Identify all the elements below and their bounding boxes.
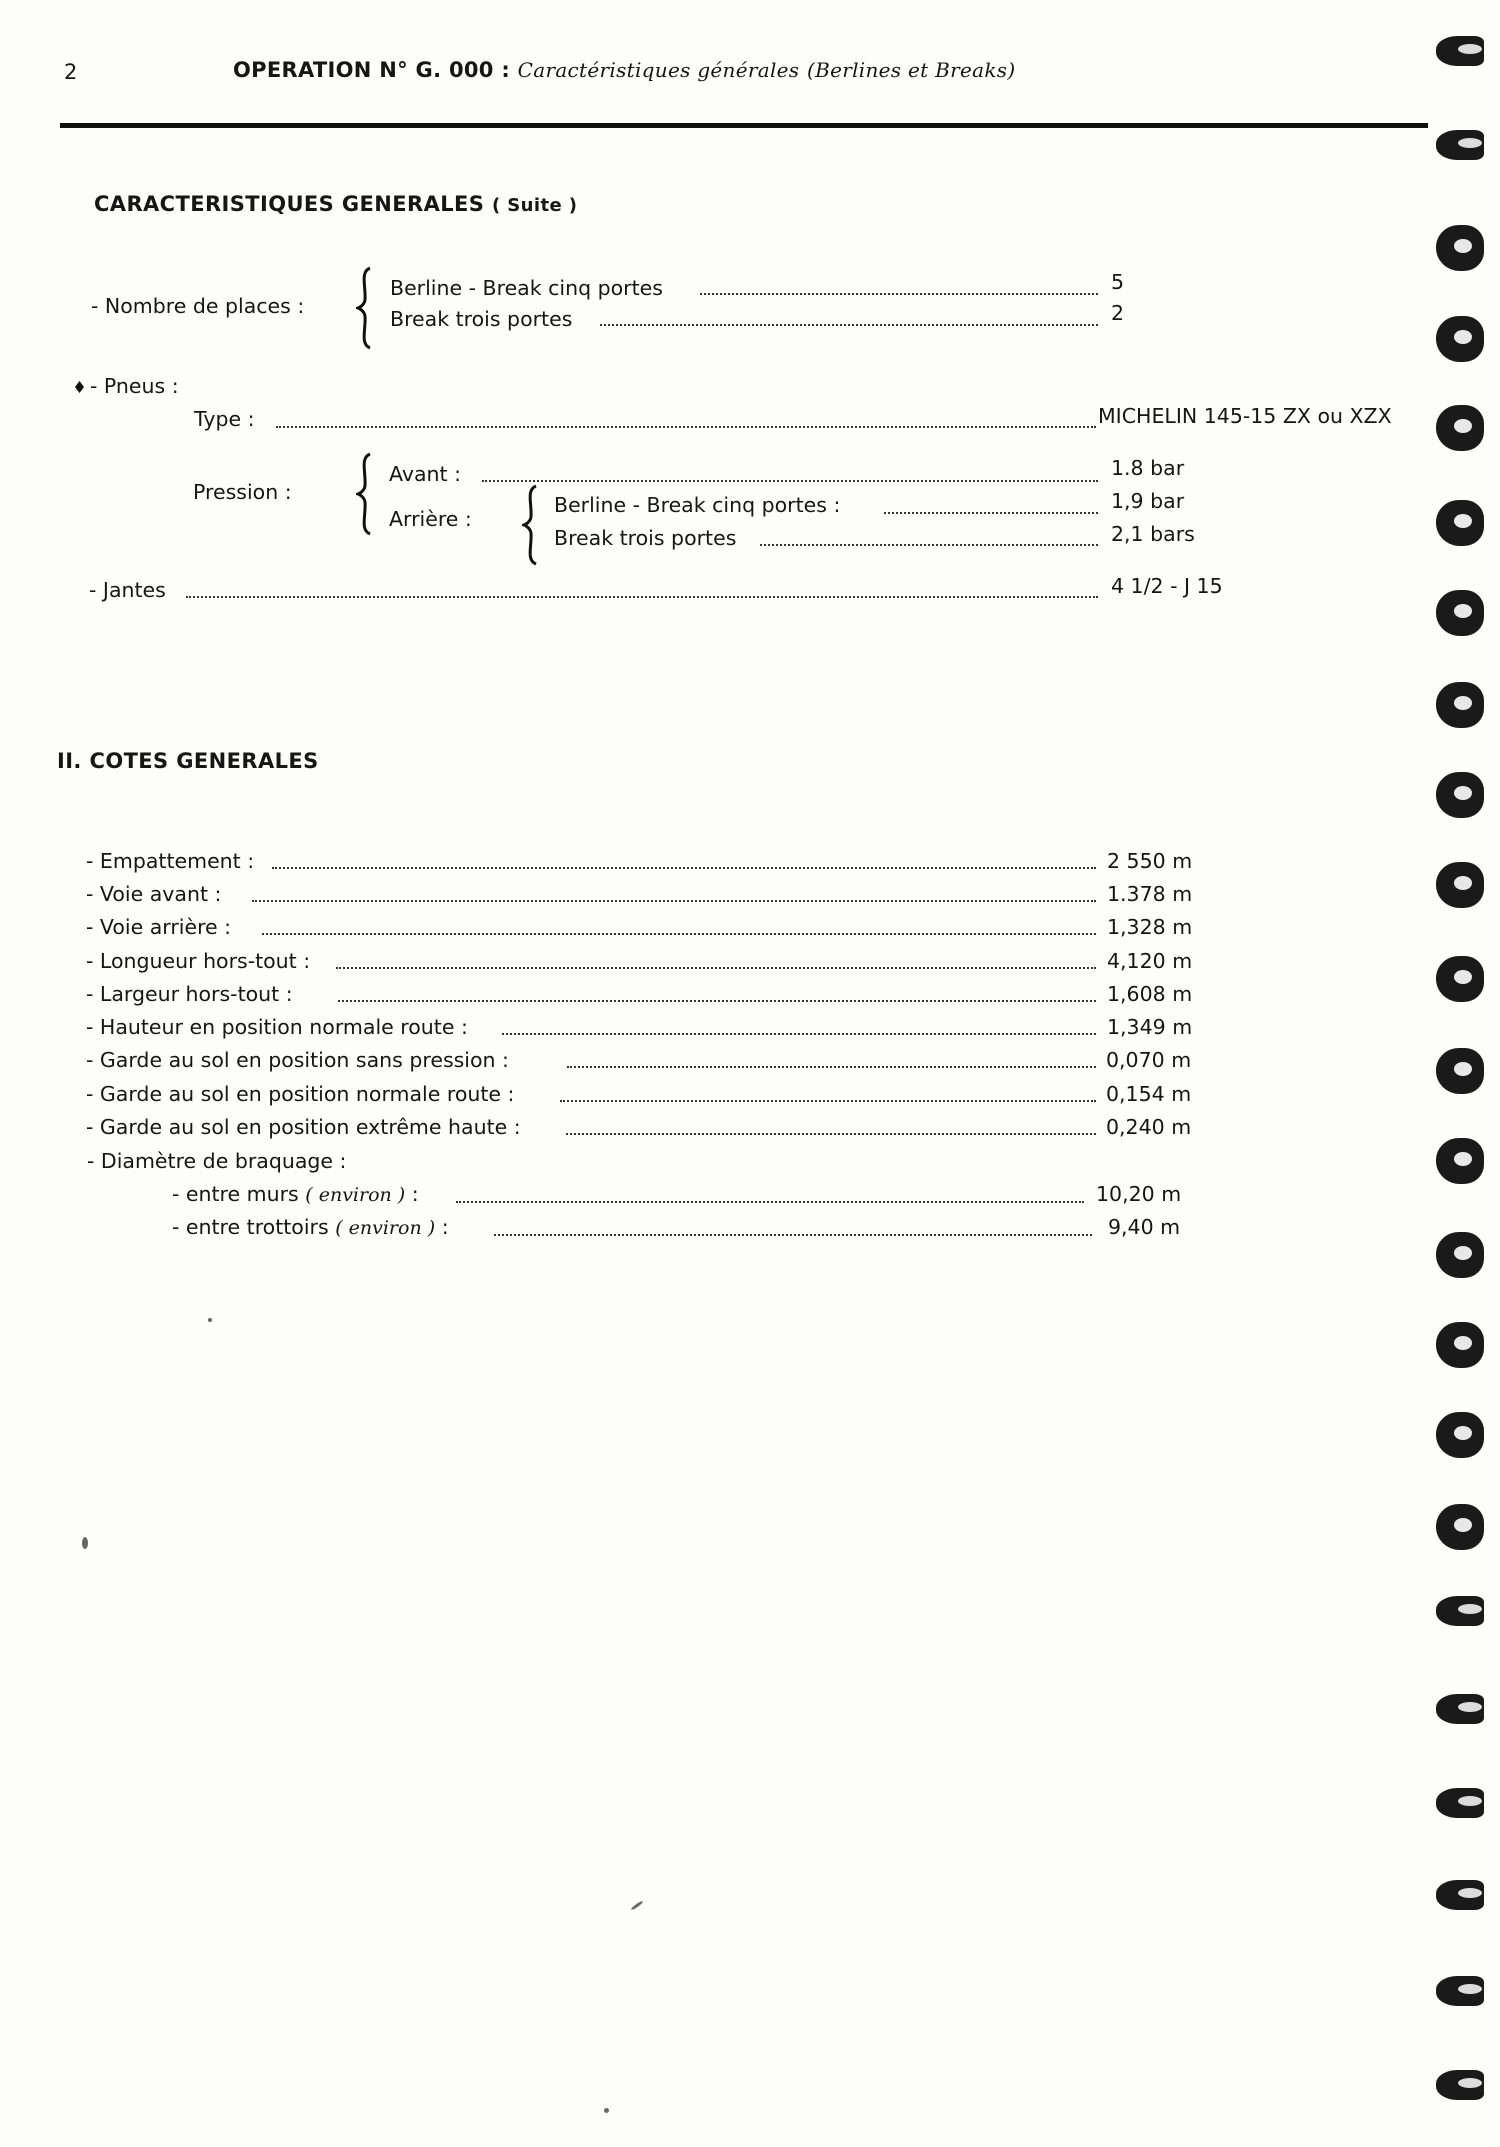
section1-title-text: CARACTERISTIQUES GENERALES	[94, 192, 485, 216]
binding-hole-center	[1458, 1702, 1482, 1712]
braquage-row-2-note: ( environ )	[335, 1217, 436, 1239]
binding-hole-center	[1458, 2078, 1482, 2088]
binding-hole-center	[1454, 1426, 1472, 1440]
binding-hole-center	[1454, 696, 1472, 710]
page-number: 2	[64, 60, 78, 84]
cote-row-9-label: - Garde au sol en position extrême haute :	[86, 1115, 521, 1139]
cote-row-8-leader	[560, 1098, 1096, 1102]
binding-hole-center	[1458, 1984, 1482, 1994]
cote-row-7-leader	[567, 1064, 1096, 1068]
binding-hole-center	[1454, 1062, 1472, 1076]
binding-hole	[1436, 956, 1484, 1002]
braquage-row-1-prefix: - entre murs	[172, 1182, 299, 1206]
binding-hole	[1436, 1504, 1484, 1550]
arriere-brace	[522, 484, 540, 566]
scan-speck	[208, 1318, 212, 1322]
section1-title-suffix: ( Suite )	[492, 195, 578, 216]
binding-hole	[1436, 130, 1484, 160]
arriere-row-2-leader	[760, 542, 1098, 546]
arriere-row-1-leader	[884, 510, 1098, 514]
braquage-row-1-value: 10,20 m	[1096, 1182, 1182, 1206]
binding-hole	[1436, 1596, 1484, 1626]
cote-row-1-value: 2 550 m	[1107, 849, 1193, 873]
binding-hole-center	[1458, 44, 1482, 54]
cote-row-1-leader	[272, 865, 1096, 869]
type-label: Type :	[194, 407, 255, 431]
binding-hole	[1436, 36, 1484, 66]
braquage-row-2-suffix: :	[441, 1215, 449, 1239]
braquage-row-2-value: 9,40 m	[1108, 1215, 1181, 1239]
cote-row-5-value: 1,608 m	[1107, 982, 1193, 1006]
jantes-label: - Jantes	[89, 578, 166, 602]
binding-hole	[1436, 1694, 1484, 1724]
braquage-row-1-leader	[456, 1199, 1084, 1203]
binding-hole	[1436, 1048, 1484, 1094]
jantes-leader	[186, 594, 1098, 598]
places-brace	[356, 266, 374, 350]
section2-title: II. COTES GENERALES	[57, 749, 319, 773]
avant-label: Avant :	[389, 462, 461, 486]
binding-hole	[1436, 1232, 1484, 1278]
arriere-row-2-value: 2,1 bars	[1111, 522, 1195, 546]
arriere-label: Arrière :	[389, 507, 472, 531]
places-row-1-label: Berline - Break cinq portes	[390, 276, 663, 300]
binding-hole-center	[1454, 1152, 1472, 1166]
cote-row-8-value: 0,154 m	[1106, 1082, 1192, 1106]
braquage-row-2-leader	[494, 1232, 1092, 1236]
binding-hole	[1436, 1412, 1484, 1458]
binding-hole	[1436, 1322, 1484, 1368]
binding-hole-center	[1458, 1604, 1482, 1614]
cote-row-7-value: 0,070 m	[1106, 1048, 1192, 1072]
jantes-value: 4 1/2 - J 15	[1111, 574, 1223, 598]
pneus-label: - Pneus :	[90, 374, 179, 398]
cote-row-6-label: - Hauteur en position normale route :	[86, 1015, 468, 1039]
operation-title: Caractéristiques générales	[517, 58, 800, 82]
operation-header	[233, 58, 1015, 82]
pression-brace	[356, 452, 374, 536]
braquage-row-2	[172, 1215, 449, 1239]
cote-row-4-label: - Longueur hors-tout :	[86, 949, 311, 973]
binding-hole-center	[1458, 138, 1482, 148]
binding-hole-center	[1454, 970, 1472, 984]
binding-hole	[1436, 1976, 1484, 2006]
places-row-1-value: 5	[1111, 270, 1125, 294]
cote-row-4-value: 4,120 m	[1107, 949, 1193, 973]
binding-hole	[1436, 1788, 1484, 1818]
binding-hole	[1436, 500, 1484, 546]
arriere-row-2-label: Break trois portes	[554, 526, 737, 550]
avant-leader	[482, 478, 1098, 482]
section1-title	[94, 192, 577, 216]
cote-row-7-label: - Garde au sol en position sans pression :	[86, 1048, 509, 1072]
braquage-row-1-suffix: :	[411, 1182, 419, 1206]
places-label: - Nombre de places :	[91, 294, 305, 318]
type-leader	[276, 424, 1096, 428]
cote-row-2-label: - Voie avant :	[86, 882, 222, 906]
scan-speck	[82, 1537, 88, 1549]
places-row-2-label: Break trois portes	[390, 307, 573, 331]
binding-hole	[1436, 590, 1484, 636]
cote-row-3-value: 1,328 m	[1107, 915, 1193, 939]
cote-row-9-leader	[566, 1131, 1096, 1135]
binding-hole	[1436, 682, 1484, 728]
header-rule	[60, 123, 1428, 128]
scan-speck	[604, 2108, 609, 2113]
binding-hole-center	[1454, 786, 1472, 800]
arriere-row-1-value: 1,9 bar	[1111, 489, 1185, 513]
cote-row-3-leader	[262, 931, 1096, 935]
type-value: MICHELIN 145-15 ZX ou XZX	[1098, 404, 1392, 428]
binding-hole	[1436, 862, 1484, 908]
binding-hole	[1436, 316, 1484, 362]
cote-row-5-label: - Largeur hors-tout :	[86, 982, 293, 1006]
cote-row-3-label: - Voie arrière :	[86, 915, 232, 939]
scan-speck	[630, 1900, 643, 1910]
binding-hole-center	[1458, 1888, 1482, 1898]
binding-hole-center	[1454, 239, 1472, 253]
braquage-label: - Diamètre de braquage :	[87, 1149, 347, 1173]
binding-hole-center	[1454, 1518, 1472, 1532]
binding-hole-center	[1454, 1336, 1472, 1350]
binding-hole-center	[1454, 514, 1472, 528]
binding-hole-center	[1458, 1796, 1482, 1806]
binding-hole	[1436, 772, 1484, 818]
binding-hole-center	[1454, 876, 1472, 890]
cote-row-1-label: - Empattement :	[86, 849, 255, 873]
cote-row-6-leader	[502, 1031, 1096, 1035]
cote-row-4-leader	[336, 965, 1096, 969]
cote-row-5-leader	[338, 998, 1096, 1002]
binding-hole	[1436, 2070, 1484, 2100]
pression-label: Pression :	[193, 480, 292, 504]
binding-hole-center	[1454, 604, 1472, 618]
avant-value: 1.8 bar	[1111, 456, 1185, 480]
cote-row-2-leader	[252, 898, 1096, 902]
braquage-row-2-prefix: - entre trottoirs	[172, 1215, 329, 1239]
braquage-row-1-note: ( environ )	[305, 1184, 406, 1206]
places-row-2-leader	[600, 322, 1098, 326]
binding-hole	[1436, 225, 1484, 271]
cote-row-9-value: 0,240 m	[1106, 1115, 1192, 1139]
binding-hole	[1436, 1138, 1484, 1184]
arriere-row-1-label: Berline - Break cinq portes :	[554, 493, 841, 517]
binding-hole	[1436, 1880, 1484, 1910]
places-row-2-value: 2	[1111, 301, 1125, 325]
operation-label: OPERATION N° G. 000 :	[233, 58, 511, 82]
binding-hole	[1436, 405, 1484, 451]
braquage-row-1	[172, 1182, 419, 1206]
operation-subtitle: (Berlines et Breaks)	[806, 58, 1016, 82]
cote-row-8-label: - Garde au sol en position normale route :	[86, 1082, 515, 1106]
binding-hole-center	[1454, 330, 1472, 344]
places-row-1-leader	[700, 291, 1098, 295]
binding-hole-center	[1454, 1246, 1472, 1260]
cote-row-2-value: 1.378 m	[1107, 882, 1193, 906]
binding-hole-center	[1454, 419, 1472, 433]
cote-row-6-value: 1,349 m	[1107, 1015, 1193, 1039]
diamond-bullet-icon	[75, 381, 84, 393]
